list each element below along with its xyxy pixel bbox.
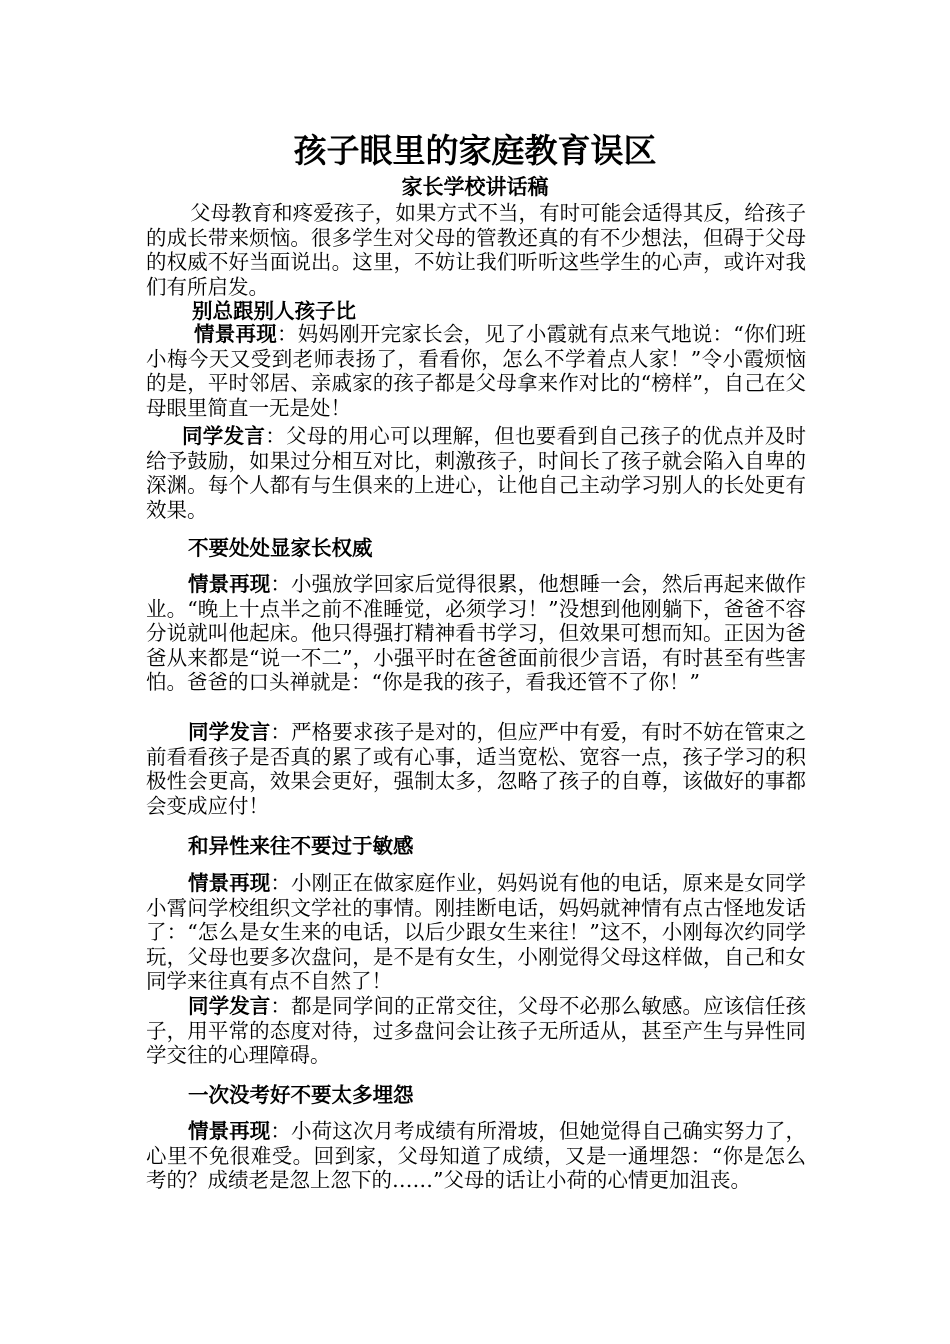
scene-label: 情景再现 — [188, 1119, 271, 1143]
scene-label: 情景再现 — [188, 572, 271, 596]
voice-paragraph — [146, 994, 806, 1068]
document-subtitle: 家长学校讲话稿 — [401, 175, 549, 199]
section-2-scene — [146, 572, 806, 695]
section-1-voice — [146, 424, 806, 522]
section-2-voice — [146, 720, 806, 818]
scene-label: 情景再现 — [194, 322, 277, 346]
voice-text: ：都是同学间的正常交往，父母不必那么敏感。应该信任孩子，用平常的态度对待，过多盘问会让孩子无所适从，甚至产生与异性同学交往的心理障碍。 — [146, 994, 807, 1067]
section-3 — [146, 833, 806, 859]
section-4 — [146, 1082, 806, 1108]
voice-paragraph — [146, 720, 806, 818]
section-heading: 和异性来往不要过于敏感 — [188, 834, 414, 858]
voice-label: 同学发言 — [188, 994, 271, 1018]
scene-text: ：小荷这次月考成绩有所滑坡，但她觉得自己确实努力了，心里不免很难受。回到家，父母知道了成绩，又是一通埋怨：“你是怎么考的？成绩老是忽上忽下的……”父母的话让小荷的心情更加沮丧。 — [146, 1119, 807, 1192]
intro-block — [146, 201, 806, 299]
scene-text: ：小刚正在做家庭作业，妈妈说有他的电话，原来是女同学小霄问学校组织文学社的事情。刚挂断电话，妈妈就神情有点古怪地发话了：“怎么是女生来的电话，以后少跟女生来往！”这不，小刚每次约同学玩，父母也要多次盘问，是不是有女生，小刚觉得父母这样做，自己和女同学来往真有点不自然了！ — [146, 871, 807, 993]
scene-paragraph — [146, 322, 806, 420]
scene-text: ：小强放学回家后觉得很累，他想睡一会，然后再起来做作业。“晚上十点半之前不准睡觉，必须学习！”没想到他刚躺下，爸爸不容分说就叫他起床。他只得强打精神看书学习，但效果可想而知。正因为爸爸从来都是“说一不二”，小强平时在爸爸面前很少言语，有时甚至有些害怕。爸爸的口头禅就是：“你是我的孩子，看我还管不了你！” — [146, 572, 807, 694]
section-4-scene — [146, 1119, 806, 1193]
scene-paragraph — [146, 1119, 806, 1193]
scene-paragraph — [146, 572, 806, 695]
voice-text: ：父母的用心可以理解，但也要看到自己孩子的优点并及时给予鼓励，如果过分相互对比，刺激孩子，时间长了孩子就会陷入自卑的深渊。每个人都有与生俱来的上进心，让他自己主动学习别人的长处更有效果。 — [146, 424, 807, 522]
voice-paragraph — [146, 424, 806, 522]
section-1-scene — [146, 322, 806, 420]
scene-label: 情景再现 — [188, 871, 271, 895]
scene-text: ：妈妈刚开完家长会，见了小霞就有点来气地说：“你们班小梅今天又受到老师表扬了，看看你，怎么不学着点人家！”令小霞烦恼的是，平时邻居、亲戚家的孩子都是父母拿来作对比的“榜样”，自己在父母眼里简直一无是处！ — [146, 322, 806, 420]
voice-label: 同学发言 — [188, 720, 271, 744]
section-3-voice — [146, 994, 806, 1068]
section-heading: 不要处处显家长权威 — [188, 536, 373, 560]
section-heading: 一次没考好不要太多埋怨 — [188, 1083, 414, 1107]
scene-paragraph — [146, 871, 806, 994]
section-3-scene — [146, 871, 806, 994]
intro-paragraph: 父母教育和疼爱孩子，如果方式不当，有时可能会适得其反，给孩子的成长带来烦恼。很多学生对父母的管教还真的有不少想法，但碍于父母的权威不好当面说出。这里，不妨让我们听听这些学生的心声，或许对我们有所启发。 — [146, 201, 806, 299]
document-title: 孩子眼里的家庭教育误区 — [293, 131, 657, 170]
section-1 — [146, 298, 806, 324]
section-2 — [146, 535, 806, 561]
voice-text: ：严格要求孩子是对的，但应严中有爱，有时不妨在管束之前看看孩子是否真的累了或有心事，适当宽松、宽容一点，孩子学习的积极性会更高，效果会更好，强制太多，忽略了孩子的自尊，该做好的事都会变成应付！ — [146, 720, 807, 818]
voice-label: 同学发言 — [182, 424, 266, 448]
section-heading: 别总跟别人孩子比 — [192, 299, 356, 323]
